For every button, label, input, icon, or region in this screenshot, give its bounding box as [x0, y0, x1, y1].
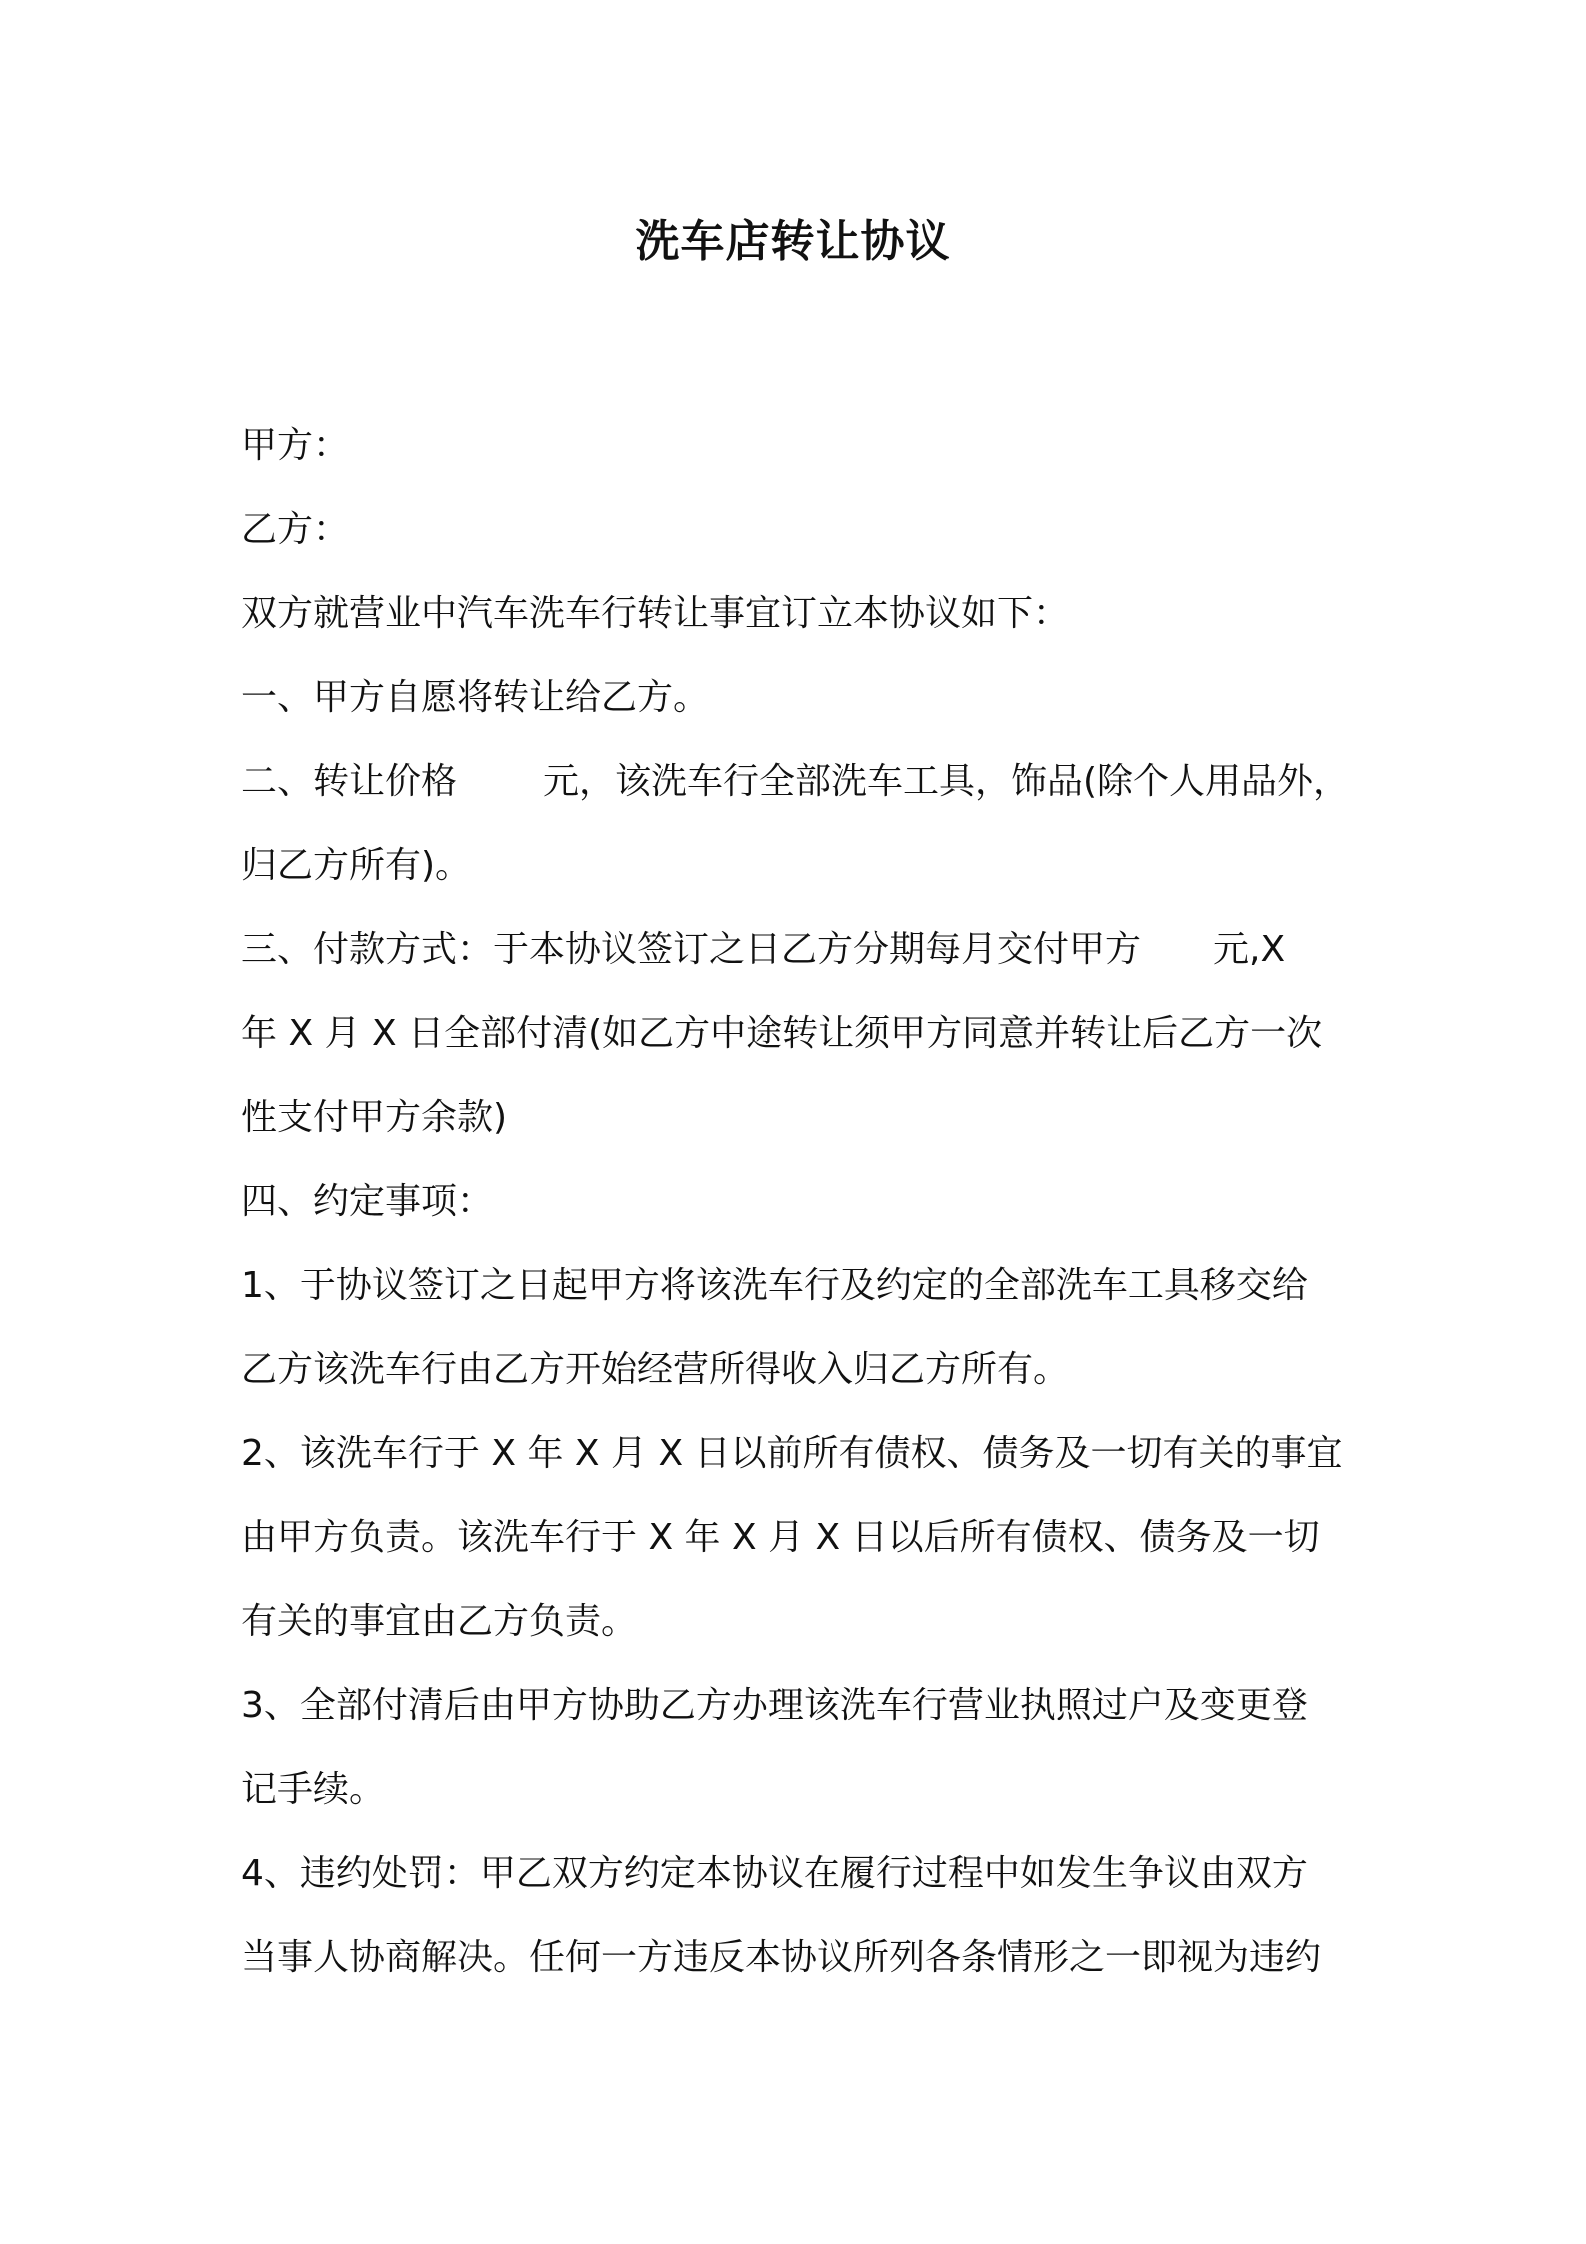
clause-2-text: 元，该洗车行全部洗车工具，饰品(除个人用品外， — [543, 761, 1350, 802]
item-4-line-1: 4、违约处罚：甲乙双方约定本协议在履行过程中如发生争议由双方 — [241, 1853, 1308, 1894]
party-b-line: 乙方： — [241, 509, 350, 550]
clause-3-line-1 — [241, 908, 1361, 992]
item-4-line-2: 当事人协商解决。任何一方违反本协议所列各条情形之一即视为违约 — [241, 1937, 1322, 1978]
item-2-line-3: 有关的事宜由乙方负责。 — [241, 1601, 638, 1642]
item-1-line-2: 乙方该洗车行由乙方开始经营所得收入归乙方所有。 — [241, 1349, 1070, 1390]
item-2-line-1: 2、该洗车行于 X 年 X 月 X 日以前所有债权、债务及一切有关的事宜 — [241, 1433, 1343, 1474]
clause-2-line-2: 归乙方所有)。 — [241, 845, 472, 886]
party-a-line: 甲方： — [241, 425, 350, 466]
document-body — [241, 404, 1361, 2000]
clause-2-line-1 — [241, 740, 1361, 824]
clause-3-label: 三、付款方式：于本协议签订之日乙方分期每月交付甲方 — [241, 929, 1142, 970]
item-3-line-2: 记手续。 — [241, 1769, 386, 1810]
intro-line: 双方就营业中汽车洗车行转让事宜订立本协议如下： — [241, 593, 1070, 634]
clause-1: 一、甲方自愿将转让给乙方。 — [241, 677, 710, 718]
clause-3-line-3: 性支付甲方余款) — [241, 1097, 508, 1138]
item-3-line-1: 3、全部付清后由甲方协助乙方办理该洗车行营业执照过户及变更登 — [241, 1685, 1308, 1726]
clause-4-heading: 四、约定事项： — [241, 1181, 494, 1222]
clause-3-line-2: 年 X 月 X 日全部付清(如乙方中途转让须甲方同意并转让后乙方一次 — [241, 1013, 1323, 1054]
item-1-line-1: 1、于协议签订之日起甲方将该洗车行及约定的全部洗车工具移交给 — [241, 1265, 1308, 1306]
clause-3-text: 元,X — [1213, 929, 1286, 970]
document-title: 洗车店转让协议 — [635, 216, 951, 267]
item-2-line-2: 由甲方负责。该洗车行于 X 年 X 月 X 日以后所有债权、债务及一切 — [241, 1517, 1320, 1558]
clause-2-label: 二、转让价格 — [241, 761, 458, 802]
